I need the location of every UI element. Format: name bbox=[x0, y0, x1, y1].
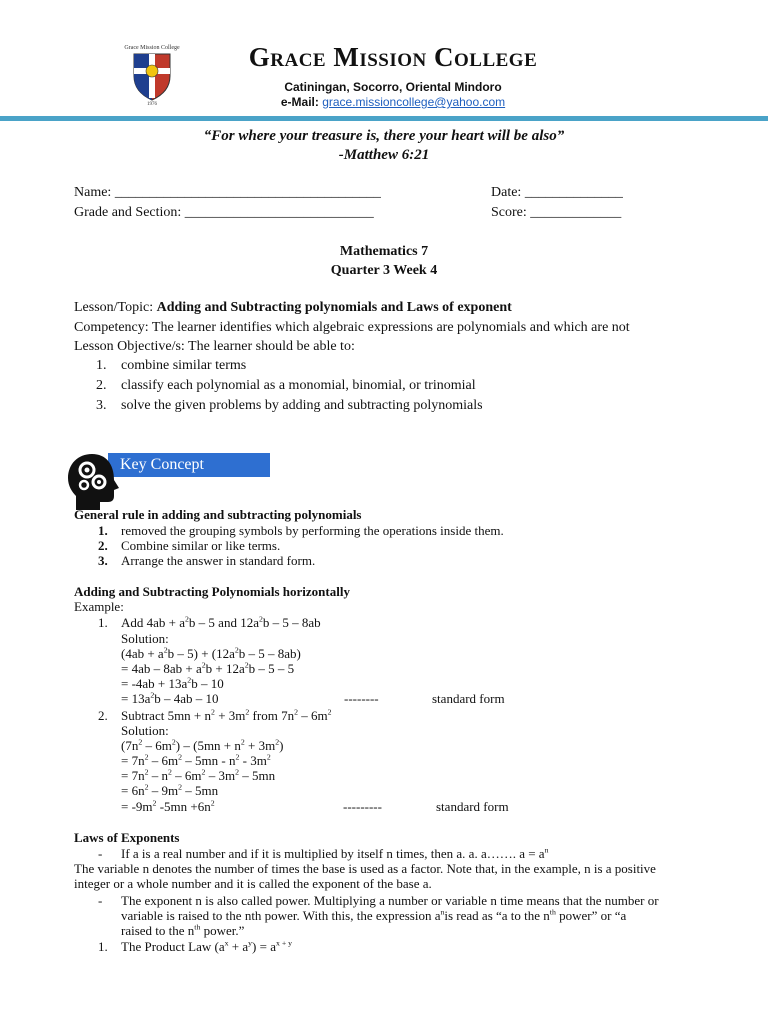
name-field[interactable]: Name: ______________________________________ bbox=[74, 185, 381, 200]
rule-item: 1. removed the grouping symbols by performing the operations inside them. bbox=[98, 523, 504, 538]
law-paragraph: integer or a whole number and it is called the exponent of the base a. bbox=[74, 876, 432, 891]
grade-section-field[interactable]: Grade and Section: ___________________________ bbox=[74, 205, 374, 220]
dashes: -------- bbox=[344, 691, 379, 706]
objective-item: 3. solve the given problems by adding and subtracting polynomials bbox=[96, 398, 483, 413]
lesson-topic: Adding and Subtracting polynomials and Laws of exponent bbox=[156, 300, 512, 315]
solution-step: = $7n^2 - 6m^2 - 5mn - n^2 - 3m^2$ bbox=[121, 752, 271, 768]
solution-step: = $4ab - 8ab + a^2b + 12a^2b - 5 - 5$ bbox=[121, 660, 295, 676]
logo-text: Grace Mission College bbox=[124, 45, 180, 51]
example-1-problem: Add $4ab + a^2b - 5$ and $12a^2b - 5 - 8ab$ bbox=[121, 614, 321, 630]
solution-label: Solution: bbox=[121, 723, 169, 738]
college-logo bbox=[120, 40, 184, 106]
lesson-label: Lesson/Topic: bbox=[74, 300, 157, 315]
example-2-num: 2. bbox=[98, 708, 108, 723]
college-address: Catiningan, Socorro, Oriental Mindoro bbox=[284, 80, 502, 94]
email-link[interactable]: grace.missioncollege@yahoo.com bbox=[322, 95, 506, 109]
solution-step: = $13a^2b - 4ab - 10$ bbox=[121, 690, 219, 706]
solution-step: = $-4ab + 13a^2b - 10$ bbox=[121, 675, 224, 691]
header-divider bbox=[0, 116, 768, 121]
product-law: The Product Law $(a^x + a^y) = a^{x + y}$ bbox=[121, 938, 293, 954]
dashes: --------- bbox=[343, 799, 382, 814]
subject-title: Mathematics 7 bbox=[339, 244, 429, 259]
email-label: e-Mail: bbox=[280, 95, 323, 109]
law-bullet-2: The exponent n is also called power. Multiplying a number or variable n time means that the number or bbox=[121, 893, 659, 908]
solution-step: $(4ab + a^2b - 5) + (12a^2b - 5 - 8ab)$ bbox=[121, 645, 301, 661]
score-field[interactable]: Score: _____________ bbox=[491, 205, 622, 220]
quarter-title: Quarter 3 Week 4 bbox=[330, 263, 438, 278]
law-bullet-1: If a is a real number and if it is multiplied by itself n times, then a. a. a……. $a = a^n$ bbox=[121, 845, 549, 861]
competency-line: Competency: The learner identifies which algebraic expressions are polynomials and which are not bbox=[74, 320, 630, 335]
horizontal-title: Adding and Subtracting Polynomials horizontally bbox=[74, 584, 350, 599]
rule-item: 2. Combine similar or like terms. bbox=[98, 538, 281, 553]
college-email-line bbox=[188, 95, 598, 109]
bible-quote: “For where your treasure is, there your heart will be also” bbox=[203, 128, 565, 144]
college-title: Grace Mission College bbox=[248, 42, 538, 72]
example-1-num: 1. bbox=[98, 615, 108, 630]
solution-label: Solution: bbox=[121, 631, 169, 646]
key-concept-banner: Key Concept bbox=[108, 453, 270, 477]
general-rule-title: General rule in adding and subtracting polynomials bbox=[74, 507, 362, 522]
bullet: - bbox=[98, 846, 103, 861]
logo-year: 1976 bbox=[147, 102, 157, 106]
product-law-num: 1. bbox=[98, 939, 108, 954]
date-field[interactable]: Date: ______________ bbox=[491, 185, 623, 200]
law-paragraph: The variable n denotes the number of times the base is used as a factor. Note that, in the example, n is a positive bbox=[74, 861, 656, 876]
laws-title: Laws of Exponents bbox=[74, 830, 180, 845]
bible-verse: -Matthew 6:21 bbox=[338, 147, 430, 163]
rule-item: 3. Arrange the answer in standard form. bbox=[98, 553, 316, 568]
standard-form-label: standard form bbox=[432, 691, 505, 706]
head-gears-icon bbox=[66, 452, 122, 512]
solution-step: = $6n^2 - 9m^2 - 5mn$ bbox=[121, 782, 219, 798]
objective-item: 1. combine similar terms bbox=[96, 358, 247, 373]
standard-form-label: standard form bbox=[436, 799, 509, 814]
solution-step: = $7n^2 - n^2 - 6m^2 - 3m^2 - 5mn$ bbox=[121, 767, 276, 783]
objectives-intro: Lesson Objective/s: The learner should be able to: bbox=[74, 339, 355, 354]
example-label: Example: bbox=[74, 599, 124, 614]
objective-item: 2. classify each polynomial as a monomial, binomial, or trinomial bbox=[96, 378, 476, 393]
lesson-topic-line bbox=[74, 300, 512, 316]
law-bullet-2-line: raised to the $n^{th}$ power.” bbox=[121, 922, 245, 938]
solution-step: = $-9m^2$ $-5mn +6n^2$ bbox=[121, 798, 215, 814]
law-bullet-2-line: variable is raised to the nth power. With this, the expression $a^nis$ read as “a to the $n^{th}$ power” or “a bbox=[121, 907, 627, 923]
solution-step: $(7n^2 - 6m^2) - (5mn + n^2 + 3m^2)$ bbox=[121, 737, 284, 753]
bullet: - bbox=[98, 893, 103, 908]
example-2-problem: Subtract $5mn + n^2 + 3m^2$ from $7n^2 - 6m^2$ bbox=[121, 707, 332, 723]
